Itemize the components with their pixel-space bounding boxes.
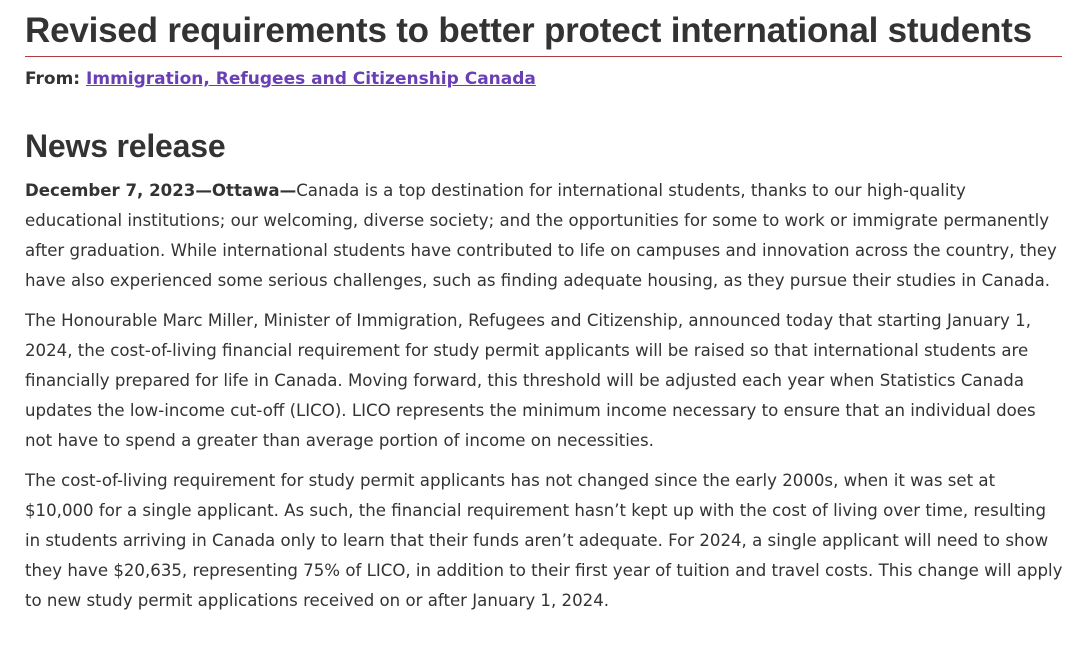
department-link[interactable]: Immigration, Refugees and Citizenship Canada (86, 69, 536, 89)
dateline: December 7, 2023—Ottawa— (25, 181, 297, 200)
paragraph-1 (25, 176, 1065, 296)
article-container (25, 0, 1063, 610)
paragraph-3: The cost-of-living requirement for study permit applicants has not changed since the early 2000s, when it was set at $10,000 for a single applicant. As such, the financial requirement hasn’t kept up with the cost of living over time, resulting in students arriving in Canada only to learn that their funds aren’t adequate. For 2024, a single applicant will need to show they have $20,635, representing 75% of LICO, in addition to their first year of tuition and travel costs. This change will apply to new study permit applications received on or after January 1, 2024. (25, 471, 1063, 610)
page-title: Revised requirements to better protect international students (25, 0, 1062, 57)
paragraph-1-text: Canada is a top destination for international students, thanks to our high-quality educational institutions; our welcoming, diverse society; and the opportunities for some to work or immigrate permanently after graduation. While international students have contributed to life on campuses and innovation across the country, they have also experienced some serious challenges, such as finding adequate housing, as they pursue their studies in Canada. (25, 181, 1057, 290)
article-body (25, 176, 1065, 626)
from-label: From: (25, 69, 87, 89)
from-line (25, 67, 1062, 91)
paragraph-2: The Honourable Marc Miller, Minister of Immigration, Refugees and Citizenship, announced today that starting January 1, 2024, the cost-of-living financial requirement for study permit applicants will be raised so that international students are financially prepared for life in Canada. Moving forward, this threshold will be adjusted each year when Statistics Canada updates the low-income cut-off (LICO). LICO represents the minimum income necessary to ensure that an individual does not have to spend a greater than average portion of income on necessities. (25, 311, 1036, 450)
section-heading: News release (25, 128, 226, 164)
